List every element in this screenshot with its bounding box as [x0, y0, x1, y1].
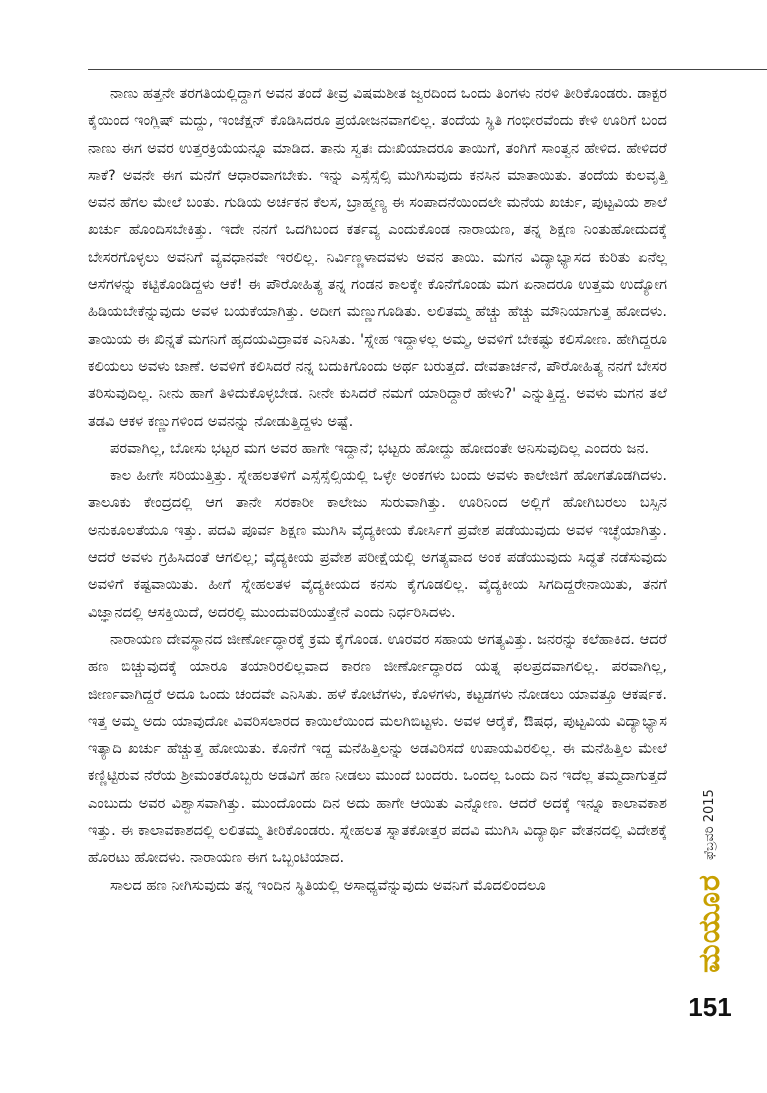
magazine-logo-text: ಮಯೂರ — [691, 873, 727, 973]
page-number: 151 — [688, 992, 732, 1022]
article-body — [88, 80, 667, 899]
paragraph: ನಾರಾಯಣ ದೇವಸ್ಥಾನದ ಜೀರ್ಣೋದ್ಧಾರಕ್ಕೆ ಕ್ರಮ ಕೈಗೊಂಡ. ಊರವರ ಸಹಾಯ ಅಗತ್ಯವಿತ್ತು. ಜನರನ್ನು ಕಲೆಹಾಕಿದ. ಆದರೆ ಹಣ ಬಿಚ್ಚುವುದಕ್ಕೆ ಯಾರೂ ತಯಾರಿರಲಿಲ್ಲವಾದ ಕಾರಣ ಜೀರ್ಣೋದ್ಧಾರದ ಯತ್ನ ಫಲಪ್ರದವಾಗಲಿಲ್ಲ. ಪರವಾಗಿಲ್ಲ, ಜೀರ್ಣವಾಗಿದ್ದರೆ ಅದೂ ಒಂದು ಚಂದವೇ ಎನಿಸಿತು. ಹಳೆ ಕೋಟೆಗಳು, ಕೊಳಗಳು, ಕಟ್ಟಡಗಳು ನೋಡಲು ಯಾವತ್ತೂ ಆಕರ್ಷಕ. ಇತ್ತ ಅಮ್ಮ ಅದು ಯಾವುದೋ ವಿವರಿಸಲಾರದ ಕಾಯಿಲೆಯಿಂದ ಮಲಗಿಬಿಟ್ಟಳು. ಅವಳ ಆರೈಕೆ, ಔಷಧ, ಪುಟ್ಟವಿಯ ವಿದ್ಯಾಭ್ಯಾಸ ಇತ್ಯಾದಿ ಖರ್ಚು ಹೆಚ್ಚುತ್ತ ಹೋಯಿತು. ಕೊನೆಗೆ ಇದ್ದ ಮನೆಹಿತ್ತಿಲನ್ನು ಅಡವಿರಿಸದೆ ಉಪಾಯವಿರಲಿಲ್ಲ. ಈ ಮನೆಹಿತ್ತಿಲ ಮೇಲೆ ಕಣ್ಣಿಟ್ಟಿರುವ ನೆರೆಯ ಶ್ರೀಮಂತರೊಬ್ಬರು ಅಡವಿಗೆ ಹಣ ನೀಡಲು ಮುಂದೆ ಬಂದರು. ಒಂದಲ್ಲ ಒಂದು ದಿನ ಇದೆಲ್ಲ ತಮ್ಮದಾಗುತ್ತದೆ ಎಂಬುದು ಅವರ ವಿಶ್ವಾಸವಾಗಿತ್ತು. ಮುಂದೊಂದು ದಿನ ಅದು ಹಾಗೇ ಆಯಿತು ಎನ್ನೋಣ. ಆದರೆ ಅದಕ್ಕೆ ಇನ್ನೂ ಕಾಲಾವಕಾಶ ಇತ್ತು. ಈ ಕಾಲಾವಕಾಶದಲ್ಲಿ ಲಲಿತಮ್ಮ ತೀರಿಕೊಂಡರು. ಸ್ನೇಹಲತ ಸ್ನಾತಕೋತ್ತರ ಪದವಿ ಮುಗಿಸಿ ವಿದ್ಯಾರ್ಥಿ ವೇತನದಲ್ಲಿ ವಿದೇಶಕ್ಕೆ ಹೊರಟು ಹೋದಳು. ನಾರಾಯಣ ಈಗ ಒಬ್ಬಂಟಿಯಾದ. — [88, 630, 667, 867]
issue-date — [688, 778, 730, 870]
paragraph: ನಾಣು ಹತ್ತನೇ ತರಗತಿಯಲ್ಲಿದ್ದಾಗ ಅವನ ತಂದೆ ತೀವ್ರ ವಿಷಮಶೀತ ಜ್ವರದಿಂದ ಒಂದು ತಿಂಗಳು ನರಳಿ ತೀರಿಕೊಂಡರು. ಡಾಕ್ಟರ ಕೈಯಿಂದ ಇಂಗ್ಲಿಷ್ ಮದ್ದು, ಇಂಜೆಕ್ಷನ್ ಕೊಡಿಸಿದರೂ ಪ್ರಯೋಜನವಾಗಲಿಲ್ಲ. ತಂದೆಯ ಸ್ಥಿತಿ ಗಂಭೀರವೆಂದು ಕೇಳಿ ಊರಿಗೆ ಬಂದ ನಾಣು ಈಗ ಅವರ ಉತ್ತರಕ್ರಿಯೆಯನ್ನೂ ಮಾಡಿದ. ತಾನು ಸ್ವತಃ ದುಃಖಿಯಾದರೂ ತಾಯಿಗೆ, ತಂಗಿಗೆ ಸಾಂತ್ವನ ಹೇಳಿದ. ಹೇಳಿದರೆ ಸಾಕೆ? ಅವನೇ ಈಗ ಮನೆಗೆ ಆಧಾರವಾಗಬೇಕು. ಇನ್ನು ಎಸ್ಸೆಸ್ಸೆಲ್ಸಿ ಮುಗಿಸುವುದು ಕನಸಿನ ಮಾತಾಯಿತು. ತಂದೆಯ ಕುಲವೃತ್ತಿ ಅವನ ಹೆಗಲ ಮೇಲೆ ಬಂತು. ಗುಡಿಯ ಅರ್ಚಕನ ಕೆಲಸ, ಬ್ರಾಹ್ಮಣ್ಯ ಈ ಸಂಪಾದನೆಯಿಂದಲೇ ಮನೆಯ ಖರ್ಚು, ಪುಟ್ಟವಿಯ ಶಾಲೆ ಖರ್ಚು ಹೊಂದಿಸಬೇಕಿತ್ತು. ಇದೇ ನನಗೆ ಒದಗಿಬಂದ ಕರ್ತವ್ಯ ಎಂದುಕೊಂಡ ನಾರಾಯಣ, ತನ್ನ ಶಿಕ್ಷಣ ನಿಂತುಹೋದುದಕ್ಕೆ ಬೇಸರಗೊಳ್ಳಲು ಅವನಿಗೆ ವ್ಯವಧಾನವೇ ಇರಲಿಲ್ಲ. ನಿರ್ವಿಣ್ಣಳಾದವಳು ಅವನ ತಾಯಿ. ಮಗನ ವಿದ್ಯಾಭ್ಯಾಸದ ಕುರಿತು ಏನೆಲ್ಲ ಆಸೆಗಳನ್ನು ಕಟ್ಟಿಕೊಂಡಿದ್ದಳು ಆಕೆ! ಈ ಪೌರೋಹಿತ್ಯ ತನ್ನ ಗಂಡನ ಕಾಲಕ್ಕೇ ಕೊನೆಗೊಂಡು ಮಗ ಏನಾದರೂ ಉತ್ತಮ ಉದ್ಯೋಗ ಹಿಡಿಯಬೇಕೆನ್ನುವುದು ಅವಳ ಬಯಕೆಯಾಗಿತ್ತು. ಅದೀಗ ಮಣ್ಣುಗೂಡಿತು. ಲಲಿತಮ್ಮ ಹೆಚ್ಚು ಹೆಚ್ಚು ಮೌನಿಯಾಗುತ್ತ ಹೋದಳು. ತಾಯಿಯ ಈ ಖಿನ್ನತೆ ಮಗನಿಗೆ ಹೃದಯವಿದ್ರಾವಕ ಎನಿಸಿತು. 'ಸ್ನೇಹ ಇದ್ದಾಳಲ್ಲ ಅಮ್ಮ, ಅವಳಿಗೆ ಬೇಕಷ್ಟು ಕಲಿಸೋಣ. ಹೇಗಿದ್ದರೂ ಕಲಿಯಲು ಅವಳು ಜಾಣೆ. ಅವಳಿಗೆ ಕಲಿಸಿದರೆ ನನ್ನ ಬದುಕಿಗೊಂದು ಅರ್ಥ ಬರುತ್ತದೆ. ದೇವತಾರ್ಚನೆ, ಪೌರೋಹಿತ್ಯ ನನಗೆ ಬೇಸರ ತರಿಸುವುದಿಲ್ಲ. ನೀನು ಹಾಗೆ ತಿಳಿದುಕೊಳ್ಳಬೇಡ. ನೀನೇ ಕುಸಿದರೆ ನಮಗೆ ಯಾರಿದ್ದಾರೆ ಹೇಳು?' ಎನ್ನುತ್ತಿದ್ದ. ಅವಳು ಮಗನ ತಲೆ ತಡವಿ ಆಕಳ ಕಣ್ಣುಗಳಿಂದ ಅವನನ್ನು ನೋಡುತ್ತಿದ್ದಳು ಅಷ್ಟೆ. — [88, 85, 667, 430]
magazine-sidebar — [688, 778, 730, 973]
issue-date-text: ಫೆಬ್ರವರಿ 2015 — [701, 788, 717, 860]
header-rule — [88, 69, 767, 70]
paragraph: ಸಾಲದ ಹಣ ನೀಗಿಸುವುದು ತನ್ನ ಇಂದಿನ ಸ್ಥಿತಿಯಲ್ಲಿ ಅಸಾಧ್ಯವೆನ್ನುವುದು ಅವನಿಗೆ ಮೊದಲಿಂದಲೂ — [110, 876, 546, 894]
paragraph: ಪರವಾಗಿಲ್ಲ, ಬೋಸು ಭಟ್ಟರ ಮಗ ಅವರ ಹಾಗೇ ಇದ್ದಾನೆ; ಭಟ್ಟರು ಹೋದ್ದು ಹೋದಂತೇ ಅನಿಸುವುದಿಲ್ಲ ಎಂದರು ಜನ. — [110, 439, 650, 457]
magazine-logo — [688, 873, 730, 973]
paragraph: ಕಾಲ ಹೀಗೇ ಸರಿಯುತ್ತಿತ್ತು. ಸ್ನೇಹಲತಳಿಗೆ ಎಸ್ಸೆಸ್ಸೆಲ್ಸಿಯಲ್ಲಿ ಒಳ್ಳೇ ಅಂಕಗಳು ಬಂದು ಅವಳು ಕಾಲೇಜಿಗೆ ಹೋಗತೊಡಗಿದಳು. ತಾಲೂಕು ಕೇಂದ್ರದಲ್ಲಿ ಆಗ ತಾನೇ ಸರಕಾರೀ ಕಾಲೇಜು ಸುರುವಾಗಿತ್ತು. ಊರಿನಿಂದ ಅಲ್ಲಿಗೆ ಹೋಗಿಬರಲು ಬಸ್ಸಿನ ಅನುಕೂಲತೆಯೂ ಇತ್ತು. ಪದವಿ ಪೂರ್ವ ಶಿಕ್ಷಣ ಮುಗಿಸಿ ವೈದ್ಯಕೀಯ ಕೋರ್ಸಿಗೆ ಪ್ರವೇಶ ಪಡೆಯುವುದು ಅವಳ ಇಚ್ಛೆಯಾಗಿತ್ತು. ಆದರೆ ಅವಳು ಗ್ರಹಿಸಿದಂತೆ ಆಗಲಿಲ್ಲ; ವೈದ್ಯಕೀಯ ಪ್ರವೇಶ ಪರೀಕ್ಷೆಯಲ್ಲಿ ಅಗತ್ಯವಾದ ಅಂಕ ಪಡೆಯುವುದು ಸಿದ್ಧತೆ ನಡೆಸುವುದು ಅವಳಿಗೆ ಕಷ್ಟವಾಯಿತು. ಹೀಗೆ ಸ್ನೇಹಲತಳ ವೈದ್ಯಕೀಯದ ಕನಸು ಕೈಗೂಡಲಿಲ್ಲ. ವೈದ್ಯಕೀಯ ಸಿಗದಿದ್ದರೇನಾಯಿತು, ತನಗೆ ವಿಜ್ಞಾನದಲ್ಲಿ ಆಸಕ್ತಿಯಿದೆ, ಅದರಲ್ಲಿ ಮುಂದುವರಿಯುತ್ತೇನೆ ಎಂದು ನಿರ್ಧರಿಸಿದಳು. — [88, 467, 667, 621]
